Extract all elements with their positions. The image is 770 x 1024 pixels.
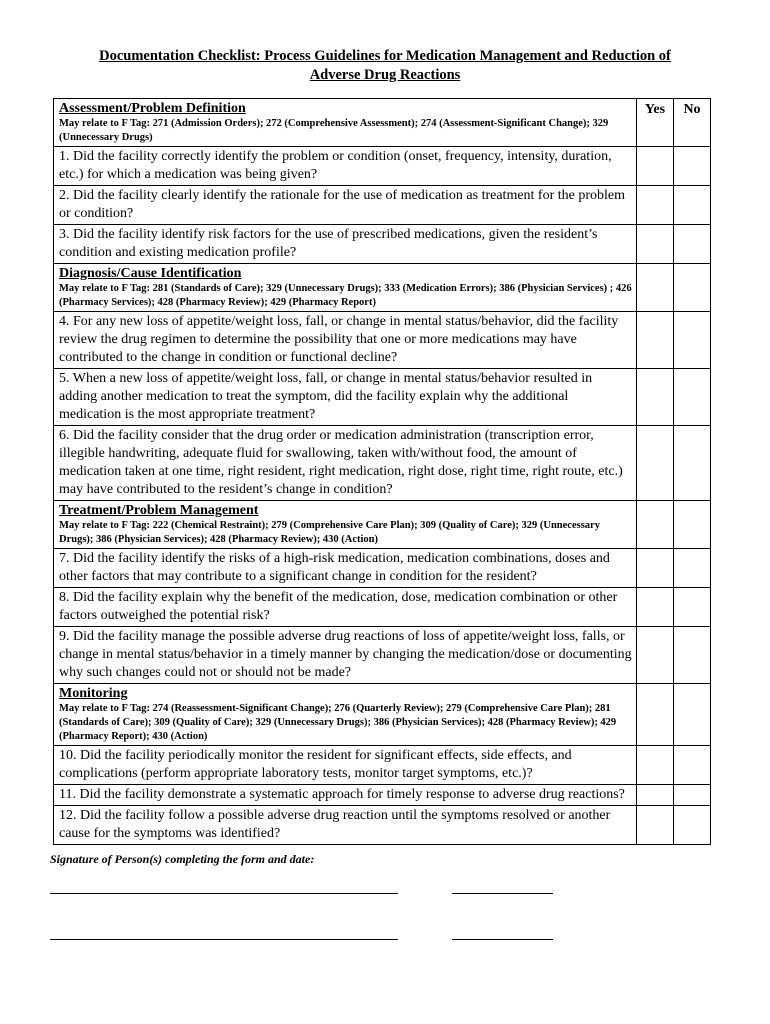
section-f-tags: May relate to F Tag: 271 (Admission Orders); 272 (Comprehensive Assessment); 274 (Assessment-Significant Change); 329 (Unnecessary Drugs): [59, 118, 609, 143]
section-header-row: [54, 684, 711, 746]
question-text: 5. When a new loss of appetite/weight loss, fall, or change in mental status/behavior resulted in adding another medication to treat the symptom, did the facility explain why the additional medication is the most appropriate treatment?: [54, 369, 637, 426]
yes-checkbox-cell[interactable]: [637, 225, 674, 264]
question-text: 10. Did the facility periodically monitor the resident for significant effects, side effects, and complications (perform appropriate laboratory tests, monitor target symptoms, etc.)?: [54, 746, 637, 785]
yes-column-header: Yes: [637, 99, 674, 147]
question-row: [54, 627, 711, 684]
no-checkbox-cell[interactable]: [674, 588, 711, 627]
question-text: 1. Did the facility correctly identify the problem or condition (onset, frequency, intensity, duration, etc.) for which a medication was being given?: [54, 147, 637, 186]
no-checkbox-cell[interactable]: [674, 549, 711, 588]
yes-checkbox-cell[interactable]: [637, 369, 674, 426]
section-header-row: [54, 501, 711, 549]
section-title: Treatment/Problem Management: [59, 503, 259, 518]
yes-header-cell: [637, 684, 674, 746]
question-text: 11. Did the facility demonstrate a systematic approach for timely response to adverse drug reactions?: [54, 785, 637, 806]
question-row: [54, 549, 711, 588]
no-checkbox-cell[interactable]: [674, 746, 711, 785]
yes-checkbox-cell[interactable]: [637, 746, 674, 785]
checklist-table: [53, 98, 711, 845]
question-text: 8. Did the facility explain why the benefit of the medication, dose, medication combination or other factors outweighed the potential risk?: [54, 588, 637, 627]
question-text: 2. Did the facility clearly identify the rationale for the use of medication as treatment for the problem or condition?: [54, 186, 637, 225]
yes-header-cell: [637, 501, 674, 549]
yes-checkbox-cell[interactable]: [637, 806, 674, 845]
question-text: 9. Did the facility manage the possible adverse drug reactions of loss of appetite/weight loss, falls, or change in mental status/behavior in a timely manner by changing the medication/dose or documenting why such changes could not or should not be made?: [54, 627, 637, 684]
no-checkbox-cell[interactable]: [674, 186, 711, 225]
question-row: [54, 186, 711, 225]
yes-checkbox-cell[interactable]: [637, 588, 674, 627]
question-row: [54, 785, 711, 806]
question-row: [54, 426, 711, 501]
section-title: Assessment/Problem Definition: [59, 101, 246, 116]
date-line-1[interactable]: [452, 893, 553, 894]
question-row: [54, 369, 711, 426]
yes-checkbox-cell[interactable]: [637, 312, 674, 369]
question-row: [54, 746, 711, 785]
title-line-2: Adverse Drug Reactions: [309, 67, 461, 83]
no-header-cell: [674, 501, 711, 549]
no-checkbox-cell[interactable]: [674, 312, 711, 369]
no-header-cell: [674, 264, 711, 312]
section-header: [54, 501, 637, 549]
no-checkbox-cell[interactable]: [674, 785, 711, 806]
section-header-row: [54, 264, 711, 312]
document-title: [40, 47, 730, 85]
section-f-tags: May relate to F Tag: 222 (Chemical Restraint); 279 (Comprehensive Care Plan); 309 (Quality of Care); 329 (Unnecessary Drugs); 386 (Physician Services); 428 (Pharmacy Review); 430 (Action): [59, 520, 600, 545]
date-line-2[interactable]: [452, 939, 553, 940]
section-title: Diagnosis/Cause Identification: [59, 266, 242, 281]
yes-checkbox-cell[interactable]: [637, 627, 674, 684]
question-text: 7. Did the facility identify the risks of a high-risk medication, medication combinations, doses and other factors that may contribute to a significant change in condition for the resident?: [54, 549, 637, 588]
section-f-tags: May relate to F Tag: 274 (Reassessment-Significant Change); 276 (Quarterly Review); 279 (Comprehensive Care Plan); 281 (Standards of Care); 309 (Quality of Care); 329 (Unnecessary Drugs); 386 (Physician Services); 428 (Pharmacy Review); 429 (Pharmacy Report); 430 (Action): [59, 703, 617, 742]
question-text: 6. Did the facility consider that the drug order or medication administration (transcription error, illegible handwriting, adequate fluid for swallowing, taken with/without food, the amount of medication taken at one time, right resident, right medication, right dose, right time, right route, etc.) may have contributed to the resident’s change in condition?: [54, 426, 637, 501]
no-column-header: No: [674, 99, 711, 147]
section-header-row: [54, 99, 711, 147]
no-checkbox-cell[interactable]: [674, 627, 711, 684]
no-checkbox-cell[interactable]: [674, 426, 711, 501]
yes-checkbox-cell[interactable]: [637, 785, 674, 806]
no-checkbox-cell[interactable]: [674, 225, 711, 264]
section-title: Monitoring: [59, 686, 128, 701]
question-text: 4. For any new loss of appetite/weight loss, fall, or change in mental status/behavior, did the facility review the drug regimen to determine the possibility that one or more medications may have contributed to the change in condition or functional decline?: [54, 312, 637, 369]
question-text: 3. Did the facility identify risk factors for the use of prescribed medications, given the resident’s condition and existing medication profile?: [54, 225, 637, 264]
signature-line-2[interactable]: [50, 939, 398, 940]
section-header: [54, 264, 637, 312]
signature-line-1[interactable]: [50, 893, 398, 894]
question-row: [54, 147, 711, 186]
title-line-1: Documentation Checklist: Process Guidelines for Medication Management and Reduction of: [99, 48, 671, 64]
section-header: [54, 684, 637, 746]
no-header-cell: [674, 684, 711, 746]
no-checkbox-cell[interactable]: [674, 147, 711, 186]
section-header: [54, 99, 637, 147]
question-row: [54, 225, 711, 264]
yes-header-cell: [637, 264, 674, 312]
no-checkbox-cell[interactable]: [674, 369, 711, 426]
no-checkbox-cell[interactable]: [674, 806, 711, 845]
question-row: [54, 312, 711, 369]
yes-checkbox-cell[interactable]: [637, 147, 674, 186]
yes-checkbox-cell[interactable]: [637, 186, 674, 225]
signature-label: Signature of Person(s) completing the form and date:: [50, 852, 315, 866]
question-row: [54, 588, 711, 627]
section-f-tags: May relate to F Tag: 281 (Standards of Care); 329 (Unnecessary Drugs); 333 (Medication Errors); 386 (Physician Services) ; 426 (Pharmacy Services); 428 (Pharmacy Review); 429 (Pharmacy Report): [59, 283, 632, 308]
question-text: 12. Did the facility follow a possible adverse drug reaction until the symptoms resolved or another cause for the symptoms was identified?: [54, 806, 637, 845]
yes-checkbox-cell[interactable]: [637, 426, 674, 501]
question-row: [54, 806, 711, 845]
yes-checkbox-cell[interactable]: [637, 549, 674, 588]
